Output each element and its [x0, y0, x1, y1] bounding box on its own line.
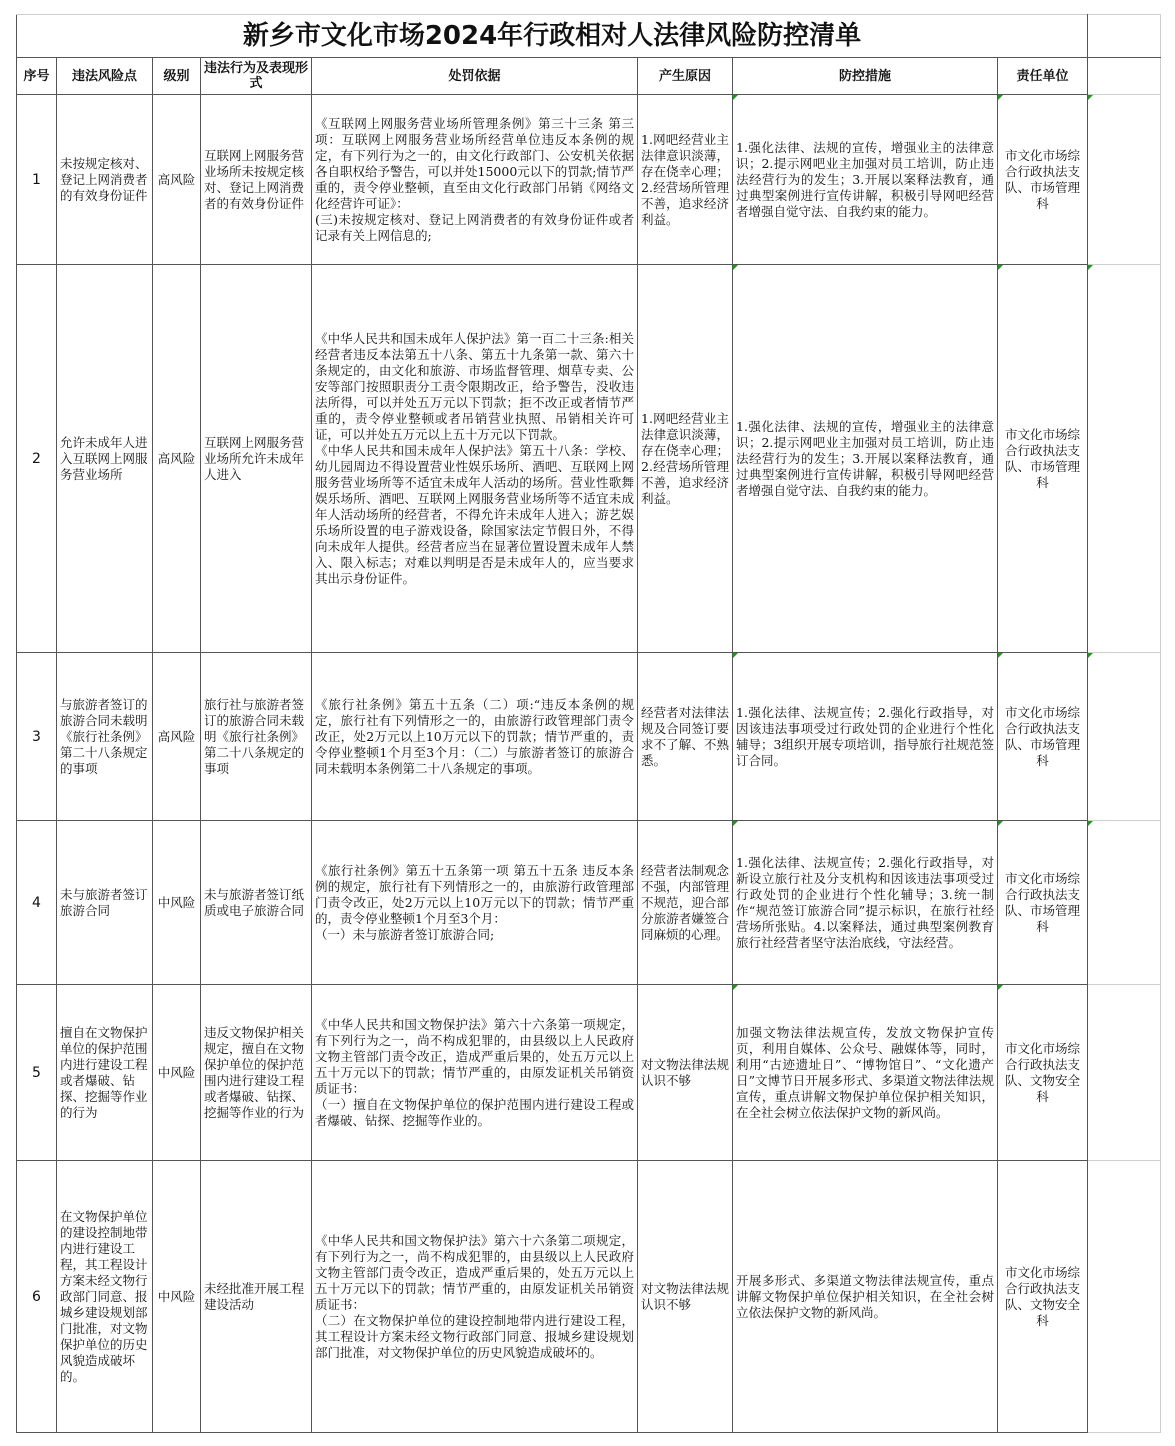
comment-marker-icon: [998, 821, 1003, 826]
risk-point: 允许未成年人进入互联网上网服务营业场所: [57, 265, 153, 653]
risk-table: [16, 14, 1161, 1433]
header-row: [17, 58, 1161, 95]
responsible-unit-text: 市文化市场综合行政执法支队、文物安全科: [1004, 1264, 1080, 1328]
row-no: 2: [17, 265, 57, 653]
empty-cell: [1088, 653, 1161, 821]
comment-marker-icon: [733, 265, 738, 270]
comment-marker-icon: [733, 821, 738, 826]
cause: 1.网吧经营业主法律意识淡薄，存在侥幸心理；2.经营场所管理不善，追求经济利益。: [638, 265, 733, 653]
prevention-measure: [733, 265, 998, 653]
prevention-measure: [733, 95, 998, 265]
empty-cell: [1088, 1161, 1161, 1433]
empty-cell: [1088, 58, 1161, 95]
header-level: 级别: [153, 58, 201, 95]
table-row: [17, 265, 1161, 653]
risk-control-sheet: [16, 14, 1160, 1433]
responsible-unit: [998, 95, 1088, 265]
comment-marker-icon: [1088, 95, 1093, 100]
comment-marker-icon: [998, 985, 1003, 990]
responsible-unit-text: 市文化市场综合行政执法支队、市场管理科: [1004, 147, 1080, 211]
row-no: 3: [17, 653, 57, 821]
table-row: [17, 653, 1161, 821]
penalty-basis: 《旅行社条例》第五十五条（二）项:“违反本条例的规定，旅行社有下列情形之一的，由旅游行政管理部门责令改正，处2万元以上10万元以下的罚款；情节严重的，责令停业整顿1个月至3个月：（二）与旅游者签订的旅游合同未载明本条例第二十八条规定的事项。: [312, 653, 638, 821]
header-cause: 产生原因: [638, 58, 733, 95]
prevention-measure-text: 开展多形式、多渠道文物法律法规宣传，重点讲解文物保护单位保护相关知识，在全社会树立依法保护文物的新风尚。: [736, 1272, 994, 1320]
responsible-unit: [998, 265, 1088, 653]
behavior: 未与旅游者签订纸质或电子旅游合同: [201, 821, 312, 985]
comment-marker-icon: [1088, 653, 1093, 658]
risk-level: 高风险: [153, 265, 201, 653]
responsible-unit-text: 市文化市场综合行政执法支队、市场管理科: [1004, 704, 1080, 768]
page-title: 新乡市文化市场2024年行政相对人法律风险防控清单: [17, 15, 1088, 58]
comment-marker-icon: [998, 95, 1003, 100]
prevention-measure: [733, 821, 998, 985]
comment-marker-icon: [733, 985, 738, 990]
header-no: 序号: [17, 58, 57, 95]
penalty-basis: 《中华人民共和国文物保护法》第六十六条第一项规定，有下列行为之一，尚不构成犯罪的，由县级以上人民政府文物主管部门责令改正，造成严重后果的，处五万元以上五十万元以下的罚款；情节严重的，由原发证机关吊销资质证书： （一）擅自在文物保护单位的保护范围内进行建设工程或者爆破、钻探、挖掘等作业的。: [312, 985, 638, 1161]
prevention-measure: [733, 985, 998, 1161]
behavior: 违反文物保护相关规定，擅自在文物保护单位的保护范围内进行建设工程或者爆破、钻探、挖掘等作业的行为: [201, 985, 312, 1161]
comment-marker-icon: [1088, 821, 1093, 826]
row-no: 1: [17, 95, 57, 265]
responsible-unit-text: 市文化市场综合行政执法支队、市场管理科: [1004, 870, 1080, 934]
cause: 对文物法律法规认识不够: [638, 1161, 733, 1433]
responsible-unit-text: 市文化市场综合行政执法支队、文物安全科: [1004, 1040, 1080, 1104]
risk-point: 在文物保护单位的建设控制地带内进行建设工程，其工程设计方案未经文物行政部门同意、报城乡建设规划部门批准，对文物保护单位的历史风貌造成破坏的。: [57, 1161, 153, 1433]
risk-point: 与旅游者签订的旅游合同未载明《旅行社条例》第二十八条规定的事项: [57, 653, 153, 821]
risk-level: 中风险: [153, 1161, 201, 1433]
empty-cell: [1088, 265, 1161, 653]
cause: 经营者对法律法规及合同签订要求不了解、不熟悉。: [638, 653, 733, 821]
responsible-unit: [998, 653, 1088, 821]
table-row: [17, 985, 1161, 1161]
empty-cell: [1088, 95, 1161, 265]
prevention-measure-text: 1.强化法律、法规的宣传，增强业主的法律意识；2.提示网吧业主加强对员工培训，防止违法经营行为的发生；3.开展以案释法教育，通过典型案例进行宣传讲解，积极引导网吧经营者增强自觉守法、自我约束的能力。: [736, 418, 994, 498]
behavior: 旅行社与旅游者签订的旅游合同未载明《旅行社条例》第二十八条规定的事项: [201, 653, 312, 821]
cause: 对文物法律法规认识不够: [638, 985, 733, 1161]
prevention-measure: [733, 1161, 998, 1433]
prevention-measure-text: 1.强化法律、法规宣传；2.强化行政指导，对因该违法事项受过行政处罚的企业进行个性化辅导；3组织开展专项培训，指导旅行社规范签订合同。: [736, 704, 994, 768]
risk-point: 未按规定核对、登记上网消费者的有效身份证件: [57, 95, 153, 265]
cause: 1.网吧经营业主法律意识淡薄，存在侥幸心理；2.经营场所管理不善，追求经济利益。: [638, 95, 733, 265]
row-no: 5: [17, 985, 57, 1161]
behavior: 互联网上网服务营业场所未按规定核对、登记上网消费者的有效身份证件: [201, 95, 312, 265]
table-row: [17, 821, 1161, 985]
penalty-basis: 《互联网上网服务营业场所管理条例》第三十三条 第三项：互联网上网服务营业场所经营单位违反本条例的规定，有下列行为之一的，由文化行政部门、公安机关依据各自职权给予警告，可以并处15000元以下的罚款;情节严重的，责令停业整顿，直至由文化行政部门吊销《网络文化经营许可证》： (三)未按规定核对、登记上网消费者的有效身份证件或者记录有关上网信息的;: [312, 95, 638, 265]
behavior: 未经批准开展工程建设活动: [201, 1161, 312, 1433]
risk-level: 中风险: [153, 821, 201, 985]
prevention-measure-text: 1.强化法律、法规宣传；2.强化行政指导，对新设立旅行社及分支机构和因该违法事项受过行政处罚的企业进行个性化辅导；3.统一制作“规范签订旅游合同”提示标识，在旅行社经营场所张贴。4.以案释法，通过典型案例教育旅行社经营者坚守法治底线，守法经营。: [736, 854, 994, 950]
table-row: [17, 1161, 1161, 1433]
behavior: 互联网上网服务营业场所允许未成年人进入: [201, 265, 312, 653]
comment-marker-icon: [733, 653, 738, 658]
responsible-unit: [998, 985, 1088, 1161]
row-no: 4: [17, 821, 57, 985]
penalty-basis: 《中华人民共和国未成年人保护法》第一百二十三条:相关经营者违反本法第五十八条、第五十九条第一款、第六十条规定的，由文化和旅游、市场监督管理、烟草专卖、公安等部门按照职责分工责令限期改正，给予警告，没收违法所得，可以并处五万元以下罚款；拒不改正或者情节严重的，责令停业整顿或者吊销营业执照、吊销相关许可证，可以并处五万元以上五十万元以下罚款。 《中华人民共和国未成年人保护法》第五十八条：学校、幼儿园周边不得设置营业性娱乐场所、酒吧、互联网上网服务营业场所等不适宜未成年人活动的场所。营业性歌舞娱乐场所、酒吧、互联网上网服务营业场所等不适宜未成年人活动场所的经营者，不得允许未成年人进入；游艺娱乐场所设置的电子游戏设备，除国家法定节假日外，不得向未成年人提供。经营者应当在显著位置设置未成年人禁入、限入标志；对难以判明是否是未成年人的，应当要求其出示身份证件。: [312, 265, 638, 653]
cause: 经营者法制观念不强，内部管理不规范，迎合部分旅游者嫌签合同麻烦的心理。: [638, 821, 733, 985]
responsible-unit: [998, 1161, 1088, 1433]
prevention-measure-text: 1.强化法律、法规的宣传，增强业主的法律意识；2.提示网吧业主加强对员工培训，防止违法经营行为的发生；3.开展以案释法教育，通过典型案例进行宣传讲解，积极引导网吧经营者增强自觉守法、自我约束的能力。: [736, 139, 994, 219]
header-unit: 责任单位: [998, 58, 1088, 95]
risk-level: 中风险: [153, 985, 201, 1161]
penalty-basis: 《旅行社条例》第五十五条第一项 第五十五条 违反本条例的规定，旅行社有下列情形之一的，由旅游行政管理部门责令改正，处2万元以上10万元以下的罚款；情节严重的，责令停业整顿1个月至3个月： （一）未与旅游者签订旅游合同;: [312, 821, 638, 985]
header-measure: 防控措施: [733, 58, 998, 95]
comment-marker-icon: [998, 265, 1003, 270]
row-no: 6: [17, 1161, 57, 1433]
penalty-basis: 《中华人民共和国文物保护法》第六十六条第二项规定，有下列行为之一，尚不构成犯罪的，由县级以上人民政府文物主管部门责令改正，造成严重后果的，处五万元以上五十万元以下的罚款；情节严重的，由原发证机关吊销资质证书： （二）在文物保护单位的建设控制地带内进行建设工程，其工程设计方案未经文物行政部门同意、报城乡建设规划部门批准，对文物保护单位的历史风貌造成破坏的。: [312, 1161, 638, 1433]
risk-level: 高风险: [153, 653, 201, 821]
table-row: [17, 95, 1161, 265]
header-behavior: 违法行为及表现形式: [201, 58, 312, 95]
empty-cell: [1088, 821, 1161, 985]
risk-point: 未与旅游者签订旅游合同: [57, 821, 153, 985]
responsible-unit: [998, 821, 1088, 985]
comment-marker-icon: [1088, 265, 1093, 270]
header-risk: 违法风险点: [57, 58, 153, 95]
comment-marker-icon: [733, 95, 738, 100]
risk-level: 高风险: [153, 95, 201, 265]
empty-cell: [1088, 985, 1161, 1161]
comment-marker-icon: [998, 653, 1003, 658]
empty-cell: [1088, 15, 1161, 58]
risk-point: 擅自在文物保护单位的保护范围内进行建设工程或者爆破、钻探、挖掘等作业的行为: [57, 985, 153, 1161]
header-basis: 处罚依据: [312, 58, 638, 95]
prevention-measure: [733, 653, 998, 821]
prevention-measure-text: 加强文物法律法规宣传，发放文物保护宣传页，利用自媒体、公众号、融媒体等，同时，利用“古迹遗址日”、“博物馆日”、“文化遗产日”文博节日开展多形式、多渠道文物法律法规宣传，重点讲解文物保护单位保护相关知识，在全社会树立依法保护文物的新风尚。: [736, 1024, 994, 1120]
responsible-unit-text: 市文化市场综合行政执法支队、市场管理科: [1004, 426, 1080, 490]
